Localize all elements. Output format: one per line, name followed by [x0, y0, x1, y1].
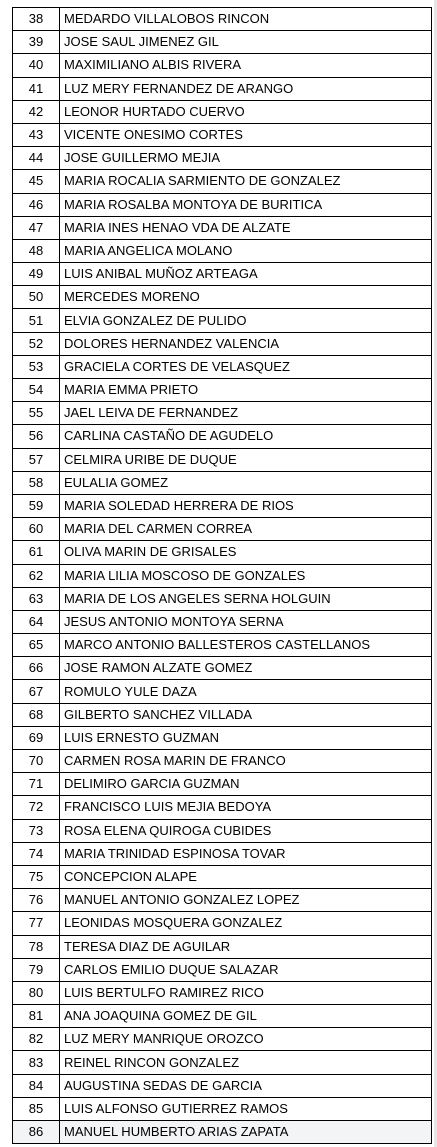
table-row — [13, 634, 432, 657]
person-name-cell[interactable]: FRANCISCO LUIS MEJIA BEDOYA — [60, 796, 432, 819]
person-name-cell[interactable]: LUIS BERTULFO RAMIREZ RICO — [60, 981, 432, 1004]
person-name-cell[interactable]: DOLORES HERNANDEZ VALENCIA — [60, 332, 432, 355]
person-name-cell[interactable]: GILBERTO SANCHEZ VILLADA — [60, 703, 432, 726]
row-number-cell[interactable]: 85 — [13, 1097, 60, 1120]
table-row — [13, 471, 432, 494]
person-name-cell[interactable]: MAXIMILIANO ALBIS RIVERA — [60, 54, 432, 77]
person-name-cell[interactable]: AUGUSTINA SEDAS DE GARCIA — [60, 1074, 432, 1097]
row-number-cell[interactable]: 79 — [13, 958, 60, 981]
person-name-cell[interactable]: OLIVA MARIN DE GRISALES — [60, 541, 432, 564]
table-row — [13, 123, 432, 146]
row-number-cell[interactable]: 78 — [13, 935, 60, 958]
row-number-cell[interactable]: 43 — [13, 123, 60, 146]
row-number-cell[interactable]: 63 — [13, 587, 60, 610]
person-name-cell[interactable]: JESUS ANTONIO MONTOYA SERNA — [60, 610, 432, 633]
person-name-cell[interactable]: CARMEN ROSA MARIN DE FRANCO — [60, 750, 432, 773]
table-row — [13, 54, 432, 77]
person-name-cell[interactable]: TERESA DIAZ DE AGUILAR — [60, 935, 432, 958]
row-number-cell[interactable]: 83 — [13, 1051, 60, 1074]
table-row — [13, 239, 432, 262]
names-table-body — [13, 8, 432, 1144]
row-number-cell[interactable]: 72 — [13, 796, 60, 819]
person-name-cell[interactable]: JOSE SAUL JIMENEZ GIL — [60, 31, 432, 54]
person-name-cell[interactable]: MEDARDO VILLALOBOS RINCON — [60, 8, 432, 31]
table-row — [13, 587, 432, 610]
person-name-cell[interactable]: ROSA ELENA QUIROGA CUBIDES — [60, 819, 432, 842]
row-number-cell[interactable]: 54 — [13, 379, 60, 402]
person-name-cell[interactable]: MARIA SOLEDAD HERRERA DE RIOS — [60, 494, 432, 517]
row-number-cell[interactable]: 76 — [13, 889, 60, 912]
table-row — [13, 100, 432, 123]
person-name-cell[interactable]: ANA JOAQUINA GOMEZ DE GIL — [60, 1005, 432, 1028]
person-name-cell[interactable]: VICENTE ONESIMO CORTES — [60, 123, 432, 146]
person-name-cell[interactable]: ELVIA GONZALEZ DE PULIDO — [60, 309, 432, 332]
row-number-cell[interactable]: 47 — [13, 216, 60, 239]
row-number-cell[interactable]: 68 — [13, 703, 60, 726]
person-name-cell[interactable]: LUIS ANIBAL MUÑOZ ARTEAGA — [60, 263, 432, 286]
row-number-cell[interactable]: 59 — [13, 494, 60, 517]
table-row — [13, 402, 432, 425]
person-name-cell[interactable]: MANUEL ANTONIO GONZALEZ LOPEZ — [60, 889, 432, 912]
row-number-cell[interactable]: 46 — [13, 193, 60, 216]
table-row — [13, 564, 432, 587]
person-name-cell[interactable]: LUIS ERNESTO GUZMAN — [60, 726, 432, 749]
person-name-cell[interactable]: LUIS ALFONSO GUTIERREZ RAMOS — [60, 1097, 432, 1120]
table-row — [13, 1005, 432, 1028]
table-row — [13, 1074, 432, 1097]
person-name-cell[interactable]: MARIA INES HENAO VDA DE ALZATE — [60, 216, 432, 239]
row-number-cell[interactable]: 58 — [13, 471, 60, 494]
person-name-cell[interactable]: LEONIDAS MOSQUERA GONZALEZ — [60, 912, 432, 935]
person-name-cell[interactable]: MARCO ANTONIO BALLESTEROS CASTELLANOS — [60, 634, 432, 657]
row-number-cell[interactable]: 65 — [13, 634, 60, 657]
row-number-cell[interactable]: 55 — [13, 402, 60, 425]
row-number-cell[interactable]: 41 — [13, 77, 60, 100]
row-number-cell[interactable]: 69 — [13, 726, 60, 749]
person-name-cell[interactable]: MARIA TRINIDAD ESPINOSA TOVAR — [60, 842, 432, 865]
row-number-cell[interactable]: 60 — [13, 518, 60, 541]
row-number-cell[interactable]: 82 — [13, 1028, 60, 1051]
row-number-cell[interactable]: 48 — [13, 239, 60, 262]
row-number-cell[interactable]: 66 — [13, 657, 60, 680]
person-name-cell[interactable]: LEONOR HURTADO CUERVO — [60, 100, 432, 123]
table-row — [13, 865, 432, 888]
row-number-cell[interactable]: 49 — [13, 263, 60, 286]
table-row — [13, 448, 432, 471]
table-row — [13, 796, 432, 819]
table-row — [13, 8, 432, 31]
row-number-cell[interactable]: 38 — [13, 8, 60, 31]
table-row — [13, 425, 432, 448]
person-name-cell[interactable]: MERCEDES MORENO — [60, 286, 432, 309]
person-name-cell[interactable]: MARIA DE LOS ANGELES SERNA HOLGUIN — [60, 587, 432, 610]
table-row — [13, 193, 432, 216]
table-row — [13, 379, 432, 402]
table-row — [13, 958, 432, 981]
row-number-cell[interactable]: 42 — [13, 100, 60, 123]
table-row — [13, 216, 432, 239]
row-number-cell[interactable]: 62 — [13, 564, 60, 587]
person-name-cell[interactable]: LUZ MERY FERNANDEZ DE ARANGO — [60, 77, 432, 100]
table-row — [13, 912, 432, 935]
person-name-cell[interactable]: EULALIA GOMEZ — [60, 471, 432, 494]
person-name-cell[interactable]: MARIA ANGELICA MOLANO — [60, 239, 432, 262]
person-name-cell[interactable]: MANUEL HUMBERTO ARIAS ZAPATA — [60, 1121, 432, 1144]
names-table — [12, 7, 432, 1144]
row-number-cell[interactable]: 75 — [13, 865, 60, 888]
table-row — [13, 355, 432, 378]
person-name-cell[interactable]: CELMIRA URIBE DE DUQUE — [60, 448, 432, 471]
person-name-cell[interactable]: MARIA DEL CARMEN CORREA — [60, 518, 432, 541]
row-number-cell[interactable]: 44 — [13, 147, 60, 170]
row-number-cell[interactable]: 51 — [13, 309, 60, 332]
table-row — [13, 680, 432, 703]
person-name-cell[interactable]: ROMULO YULE DAZA — [60, 680, 432, 703]
person-name-cell[interactable]: JAEL LEIVA DE FERNANDEZ — [60, 402, 432, 425]
person-name-cell[interactable]: CARLOS EMILIO DUQUE SALAZAR — [60, 958, 432, 981]
person-name-cell[interactable]: MARIA ROSALBA MONTOYA DE BURITICA — [60, 193, 432, 216]
table-row — [13, 1121, 432, 1144]
row-number-cell[interactable]: 39 — [13, 31, 60, 54]
table-row — [13, 147, 432, 170]
row-number-cell[interactable]: 57 — [13, 448, 60, 471]
table-row — [13, 773, 432, 796]
person-name-cell[interactable]: REINEL RINCON GONZALEZ — [60, 1051, 432, 1074]
table-row — [13, 494, 432, 517]
person-name-cell[interactable]: CONCEPCION ALAPE — [60, 865, 432, 888]
table-row — [13, 610, 432, 633]
table-row — [13, 1097, 432, 1120]
person-name-cell[interactable]: GRACIELA CORTES DE VELASQUEZ — [60, 355, 432, 378]
table-row — [13, 263, 432, 286]
row-number-cell[interactable]: 80 — [13, 981, 60, 1004]
person-name-cell[interactable]: MARIA ROCALIA SARMIENTO DE GONZALEZ — [60, 170, 432, 193]
row-number-cell[interactable]: 40 — [13, 54, 60, 77]
table-row — [13, 935, 432, 958]
row-number-cell[interactable]: 86 — [13, 1121, 60, 1144]
row-number-cell[interactable]: 56 — [13, 425, 60, 448]
table-row — [13, 31, 432, 54]
row-number-cell[interactable]: 45 — [13, 170, 60, 193]
person-name-cell[interactable]: JOSE RAMON ALZATE GOMEZ — [60, 657, 432, 680]
row-number-cell[interactable]: 50 — [13, 286, 60, 309]
table-row — [13, 286, 432, 309]
row-number-cell[interactable]: 70 — [13, 750, 60, 773]
table-row — [13, 842, 432, 865]
person-name-cell[interactable]: JOSE GUILLERMO MEJIA — [60, 147, 432, 170]
row-number-cell[interactable]: 84 — [13, 1074, 60, 1097]
person-name-cell[interactable]: CARLINA CASTAÑO DE AGUDELO — [60, 425, 432, 448]
person-name-cell[interactable]: MARIA EMMA PRIETO — [60, 379, 432, 402]
table-row — [13, 750, 432, 773]
person-name-cell[interactable]: LUZ MERY MANRIQUE OROZCO — [60, 1028, 432, 1051]
table-row — [13, 703, 432, 726]
row-number-cell[interactable]: 67 — [13, 680, 60, 703]
table-row — [13, 657, 432, 680]
row-number-cell[interactable]: 81 — [13, 1005, 60, 1028]
table-row — [13, 1028, 432, 1051]
row-number-cell[interactable]: 64 — [13, 610, 60, 633]
table-row — [13, 77, 432, 100]
table-row — [13, 819, 432, 842]
row-number-cell[interactable]: 77 — [13, 912, 60, 935]
row-number-cell[interactable]: 61 — [13, 541, 60, 564]
person-name-cell[interactable]: DELIMIRO GARCIA GUZMAN — [60, 773, 432, 796]
table-row — [13, 889, 432, 912]
table-row — [13, 981, 432, 1004]
table-row — [13, 309, 432, 332]
row-number-cell[interactable]: 53 — [13, 355, 60, 378]
table-row — [13, 332, 432, 355]
table-row — [13, 541, 432, 564]
row-number-cell[interactable]: 73 — [13, 819, 60, 842]
row-number-cell[interactable]: 74 — [13, 842, 60, 865]
row-number-cell[interactable]: 71 — [13, 773, 60, 796]
person-name-cell[interactable]: MARIA LILIA MOSCOSO DE GONZALES — [60, 564, 432, 587]
table-row — [13, 726, 432, 749]
table-row — [13, 170, 432, 193]
table-row — [13, 1051, 432, 1074]
table-row — [13, 518, 432, 541]
row-number-cell[interactable]: 52 — [13, 332, 60, 355]
